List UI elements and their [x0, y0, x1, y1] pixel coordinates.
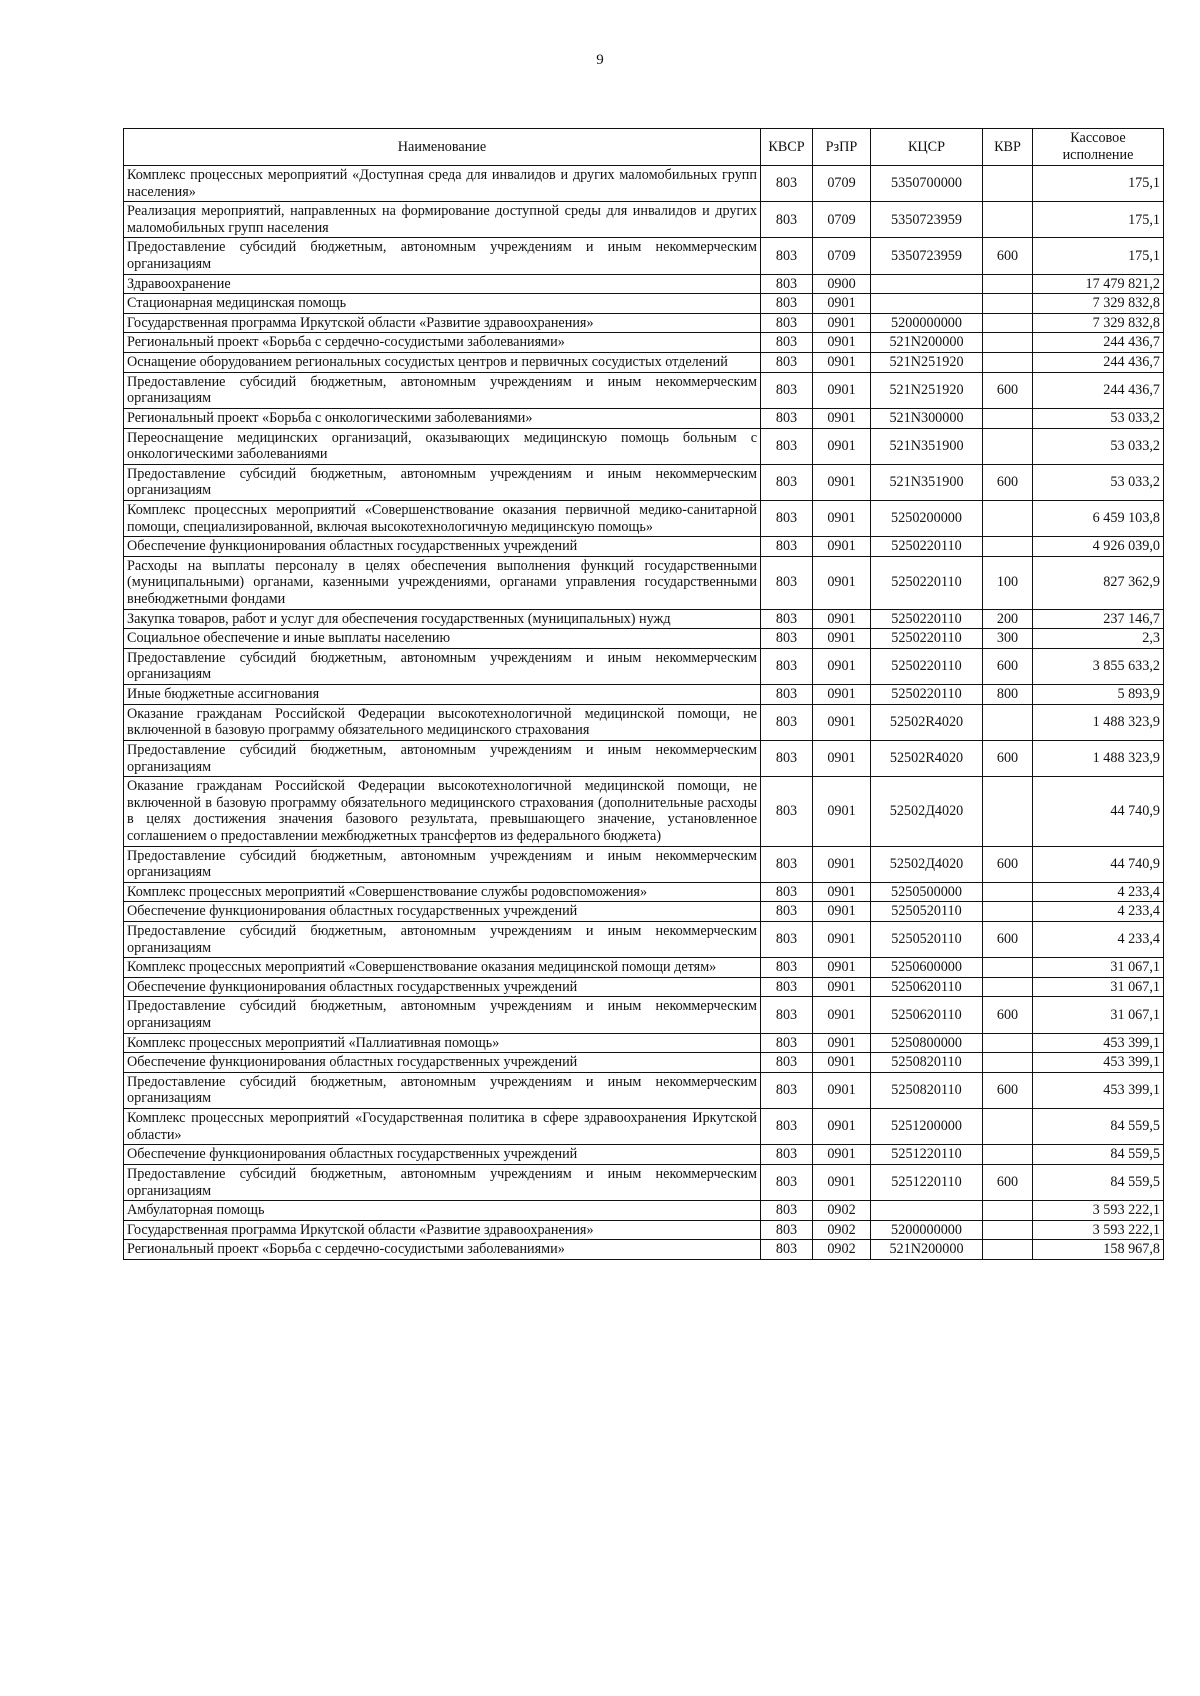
cell-amount: 53 033,2 [1033, 428, 1164, 464]
header-rzpr: РзПР [813, 129, 871, 166]
cell-rzpr: 0901 [813, 777, 871, 846]
cell-amount: 237 146,7 [1033, 609, 1164, 629]
cell-amount: 4 926 039,0 [1033, 537, 1164, 557]
cell-kcsr: 52502R4020 [871, 740, 983, 776]
cell-amount: 175,1 [1033, 202, 1164, 238]
table-row [124, 846, 1164, 882]
table-row [124, 537, 1164, 557]
cell-kvr [983, 777, 1033, 846]
cell-kvr: 200 [983, 609, 1033, 629]
cell-amount: 7 329 832,8 [1033, 313, 1164, 333]
cell-name: Обеспечение функционирования областных государственных учреждений [124, 537, 761, 557]
table-row [124, 997, 1164, 1033]
cell-kvr [983, 166, 1033, 202]
cell-name: Здравоохранение [124, 274, 761, 294]
table-row [124, 556, 1164, 609]
cell-kvr: 100 [983, 556, 1033, 609]
cell-amount: 84 559,5 [1033, 1164, 1164, 1200]
cell-kvsr: 803 [761, 777, 813, 846]
cell-kvsr: 803 [761, 846, 813, 882]
cell-kvr: 600 [983, 648, 1033, 684]
cell-rzpr: 0901 [813, 977, 871, 997]
cell-kvsr: 803 [761, 238, 813, 274]
header-amount: Кассовое исполнение [1033, 129, 1164, 166]
cell-kvsr: 803 [761, 202, 813, 238]
table-row [124, 921, 1164, 957]
cell-kvsr: 803 [761, 274, 813, 294]
cell-rzpr: 0901 [813, 740, 871, 776]
cell-kcsr: 521N200000 [871, 1240, 983, 1260]
cell-rzpr: 0901 [813, 1053, 871, 1073]
cell-kcsr: 5250520110 [871, 902, 983, 922]
cell-name: Расходы на выплаты персоналу в целях обеспечения выполнения функций государственными (муниципальными) органами, казенными учреждениями, органами управления государственными внебюджетными фондами [124, 556, 761, 609]
cell-kvr [983, 294, 1033, 314]
cell-kvsr: 803 [761, 740, 813, 776]
cell-name: Закупка товаров, работ и услуг для обеспечения государственных (муниципальных) нужд [124, 609, 761, 629]
cell-kvsr: 803 [761, 1220, 813, 1240]
cell-rzpr: 0901 [813, 408, 871, 428]
cell-kcsr: 5250220110 [871, 648, 983, 684]
cell-amount: 84 559,5 [1033, 1109, 1164, 1145]
cell-amount: 6 459 103,8 [1033, 500, 1164, 536]
cell-kvsr: 803 [761, 704, 813, 740]
cell-kvr: 600 [983, 372, 1033, 408]
cell-rzpr: 0902 [813, 1240, 871, 1260]
cell-rzpr: 0902 [813, 1201, 871, 1221]
table-row [124, 1033, 1164, 1053]
table-body [124, 166, 1164, 1260]
cell-rzpr: 0901 [813, 353, 871, 373]
cell-kvsr: 803 [761, 882, 813, 902]
cell-kcsr: 5250800000 [871, 1033, 983, 1053]
cell-rzpr: 0901 [813, 685, 871, 705]
cell-rzpr: 0901 [813, 846, 871, 882]
cell-kvr [983, 1145, 1033, 1165]
cell-kcsr: 52502Д4020 [871, 846, 983, 882]
cell-name: Стационарная медицинская помощь [124, 294, 761, 314]
cell-kvr [983, 977, 1033, 997]
cell-kcsr: 5251220110 [871, 1164, 983, 1200]
cell-rzpr: 0709 [813, 166, 871, 202]
table-row [124, 333, 1164, 353]
cell-kvr [983, 704, 1033, 740]
cell-name: Переоснащение медицинских организаций, оказывающих медицинскую помощь больным с онкологическими заболеваниями [124, 428, 761, 464]
table-row [124, 609, 1164, 629]
cell-kcsr: 52502Д4020 [871, 777, 983, 846]
cell-rzpr: 0901 [813, 428, 871, 464]
cell-rzpr: 0901 [813, 294, 871, 314]
table-row [124, 464, 1164, 500]
cell-kcsr: 5250220110 [871, 629, 983, 649]
cell-name: Комплекс процессных мероприятий «Паллиативная помощь» [124, 1033, 761, 1053]
page-number: 9 [596, 52, 604, 68]
cell-kvr: 300 [983, 629, 1033, 649]
cell-amount: 44 740,9 [1033, 846, 1164, 882]
cell-kvsr: 803 [761, 294, 813, 314]
cell-name: Комплекс процессных мероприятий «Государственная политика в сфере здравоохранения Иркутской области» [124, 1109, 761, 1145]
cell-kcsr: 521N300000 [871, 408, 983, 428]
cell-amount: 244 436,7 [1033, 372, 1164, 408]
cell-kvr: 600 [983, 1164, 1033, 1200]
cell-kcsr: 521N200000 [871, 333, 983, 353]
cell-name: Предоставление субсидий бюджетным, автономным учреждениям и иным некоммерческим организациям [124, 648, 761, 684]
cell-name: Государственная программа Иркутской области «Развитие здравоохранения» [124, 1220, 761, 1240]
table-row [124, 428, 1164, 464]
cell-amount: 158 967,8 [1033, 1240, 1164, 1260]
cell-kvsr: 803 [761, 958, 813, 978]
cell-name: Предоставление субсидий бюджетным, автономным учреждениям и иным некоммерческим организациям [124, 1164, 761, 1200]
cell-kvr [983, 1201, 1033, 1221]
cell-kvsr: 803 [761, 1145, 813, 1165]
cell-kvr [983, 500, 1033, 536]
cell-kvr [983, 408, 1033, 428]
cell-rzpr: 0901 [813, 958, 871, 978]
cell-kvr [983, 1053, 1033, 1073]
table-row [124, 202, 1164, 238]
cell-kvr [983, 1033, 1033, 1053]
cell-rzpr: 0901 [813, 313, 871, 333]
cell-kcsr: 5200000000 [871, 1220, 983, 1240]
cell-amount: 17 479 821,2 [1033, 274, 1164, 294]
cell-kcsr: 521N351900 [871, 428, 983, 464]
cell-kvr: 600 [983, 921, 1033, 957]
cell-rzpr: 0901 [813, 648, 871, 684]
cell-name: Обеспечение функционирования областных государственных учреждений [124, 1145, 761, 1165]
cell-kvsr: 803 [761, 921, 813, 957]
cell-kvr [983, 537, 1033, 557]
cell-kvr: 600 [983, 1072, 1033, 1108]
cell-kvsr: 803 [761, 1201, 813, 1221]
table-row [124, 1053, 1164, 1073]
cell-kcsr: 521N351900 [871, 464, 983, 500]
cell-rzpr: 0901 [813, 921, 871, 957]
cell-kvsr: 803 [761, 629, 813, 649]
cell-amount: 453 399,1 [1033, 1072, 1164, 1108]
table-row [124, 372, 1164, 408]
cell-amount: 53 033,2 [1033, 408, 1164, 428]
cell-kvsr: 803 [761, 500, 813, 536]
cell-kcsr: 5250820110 [871, 1053, 983, 1073]
cell-name: Региональный проект «Борьба с сердечно-сосудистыми заболеваниями» [124, 333, 761, 353]
cell-kcsr: 5250220110 [871, 685, 983, 705]
cell-kvr [983, 902, 1033, 922]
table-row [124, 648, 1164, 684]
cell-amount: 175,1 [1033, 166, 1164, 202]
table-row [124, 1109, 1164, 1145]
cell-rzpr: 0900 [813, 274, 871, 294]
cell-kvsr: 803 [761, 1240, 813, 1260]
cell-name: Предоставление субсидий бюджетным, автономным учреждениям и иным некоммерческим организациям [124, 997, 761, 1033]
cell-amount: 175,1 [1033, 238, 1164, 274]
cell-name: Комплекс процессных мероприятий «Доступная среда для инвалидов и других маломобильных групп населения» [124, 166, 761, 202]
cell-amount: 1 488 323,9 [1033, 740, 1164, 776]
table-row [124, 1240, 1164, 1260]
table-row [124, 238, 1164, 274]
table-row [124, 313, 1164, 333]
cell-rzpr: 0901 [813, 1033, 871, 1053]
cell-name: Оказание гражданам Российской Федерации высокотехнологичной медицинской помощи, не включенной в базовую программу обязательного медицинского страхования [124, 704, 761, 740]
cell-kcsr: 5250200000 [871, 500, 983, 536]
table-row [124, 704, 1164, 740]
cell-kvr [983, 882, 1033, 902]
table-row [124, 166, 1164, 202]
cell-kvsr: 803 [761, 353, 813, 373]
cell-kvsr: 803 [761, 166, 813, 202]
cell-amount: 3 593 222,1 [1033, 1201, 1164, 1221]
header-kvsr: КВСР [761, 129, 813, 166]
cell-amount: 2,3 [1033, 629, 1164, 649]
cell-kvsr: 803 [761, 464, 813, 500]
cell-kvsr: 803 [761, 333, 813, 353]
table-row [124, 408, 1164, 428]
table-row [124, 1201, 1164, 1221]
cell-kvsr: 803 [761, 372, 813, 408]
cell-name: Предоставление субсидий бюджетным, автономным учреждениям и иным некоммерческим организациям [124, 238, 761, 274]
cell-kcsr: 5251200000 [871, 1109, 983, 1145]
cell-name: Предоставление субсидий бюджетным, автономным учреждениям и иным некоммерческим организациям [124, 372, 761, 408]
cell-kvsr: 803 [761, 609, 813, 629]
cell-name: Обеспечение функционирования областных государственных учреждений [124, 1053, 761, 1073]
cell-kcsr: 5251220110 [871, 1145, 983, 1165]
table-row [124, 1164, 1164, 1200]
cell-amount: 3 593 222,1 [1033, 1220, 1164, 1240]
cell-kcsr [871, 274, 983, 294]
table-row [124, 740, 1164, 776]
cell-kvsr: 803 [761, 1072, 813, 1108]
cell-kvr: 600 [983, 464, 1033, 500]
cell-kvr [983, 1109, 1033, 1145]
cell-rzpr: 0901 [813, 537, 871, 557]
cell-rzpr: 0901 [813, 372, 871, 408]
cell-rzpr: 0901 [813, 629, 871, 649]
cell-amount: 453 399,1 [1033, 1033, 1164, 1053]
cell-kcsr: 5350700000 [871, 166, 983, 202]
cell-kcsr: 5250220110 [871, 609, 983, 629]
cell-amount: 244 436,7 [1033, 353, 1164, 373]
cell-kcsr: 5250520110 [871, 921, 983, 957]
cell-kcsr: 5350723959 [871, 238, 983, 274]
cell-kvr [983, 353, 1033, 373]
cell-name: Обеспечение функционирования областных государственных учреждений [124, 902, 761, 922]
cell-kvr [983, 333, 1033, 353]
cell-kcsr: 521N251920 [871, 372, 983, 408]
cell-amount: 453 399,1 [1033, 1053, 1164, 1073]
cell-name: Иные бюджетные ассигнования [124, 685, 761, 705]
cell-kcsr: 5250620110 [871, 977, 983, 997]
cell-kcsr: 5250600000 [871, 958, 983, 978]
cell-rzpr: 0901 [813, 333, 871, 353]
table-row [124, 1220, 1164, 1240]
cell-name: Региональный проект «Борьба с сердечно-сосудистыми заболеваниями» [124, 1240, 761, 1260]
cell-kvsr: 803 [761, 902, 813, 922]
cell-kvsr: 803 [761, 556, 813, 609]
cell-kvr: 600 [983, 997, 1033, 1033]
cell-amount: 3 855 633,2 [1033, 648, 1164, 684]
cell-kvr [983, 428, 1033, 464]
cell-amount: 244 436,7 [1033, 333, 1164, 353]
cell-name: Предоставление субсидий бюджетным, автономным учреждениям и иным некоммерческим организациям [124, 1072, 761, 1108]
cell-amount: 1 488 323,9 [1033, 704, 1164, 740]
cell-amount: 84 559,5 [1033, 1145, 1164, 1165]
table-row [124, 629, 1164, 649]
cell-kcsr: 5250220110 [871, 556, 983, 609]
cell-kvr [983, 202, 1033, 238]
cell-rzpr: 0901 [813, 1072, 871, 1108]
cell-name: Реализация мероприятий, направленных на формирование доступной среды для инвалидов и других маломобильных групп населения [124, 202, 761, 238]
cell-amount: 44 740,9 [1033, 777, 1164, 846]
cell-rzpr: 0901 [813, 1164, 871, 1200]
cell-kvsr: 803 [761, 997, 813, 1033]
cell-kvr: 600 [983, 740, 1033, 776]
table-row [124, 902, 1164, 922]
cell-kcsr: 5350723959 [871, 202, 983, 238]
cell-rzpr: 0901 [813, 556, 871, 609]
cell-name: Социальное обеспечение и иные выплаты населению [124, 629, 761, 649]
cell-name: Оснащение оборудованием региональных сосудистых центров и первичных сосудистых отделений [124, 353, 761, 373]
cell-kvsr: 803 [761, 1109, 813, 1145]
cell-kcsr [871, 294, 983, 314]
cell-rzpr: 0901 [813, 902, 871, 922]
cell-kvr [983, 313, 1033, 333]
table-row [124, 500, 1164, 536]
cell-kvsr: 803 [761, 1164, 813, 1200]
cell-kvsr: 803 [761, 648, 813, 684]
cell-kvsr: 803 [761, 685, 813, 705]
cell-name: Обеспечение функционирования областных государственных учреждений [124, 977, 761, 997]
cell-amount: 4 233,4 [1033, 902, 1164, 922]
cell-kcsr: 52502R4020 [871, 704, 983, 740]
table-row [124, 958, 1164, 978]
cell-kcsr [871, 1201, 983, 1221]
cell-name: Региональный проект «Борьба с онкологическими заболеваниями» [124, 408, 761, 428]
cell-rzpr: 0902 [813, 1220, 871, 1240]
budget-execution-table [123, 128, 1164, 1260]
cell-kcsr: 521N251920 [871, 353, 983, 373]
cell-rzpr: 0709 [813, 238, 871, 274]
cell-kvsr: 803 [761, 537, 813, 557]
cell-name: Предоставление субсидий бюджетным, автономным учреждениям и иным некоммерческим организациям [124, 740, 761, 776]
cell-name: Государственная программа Иркутской области «Развитие здравоохранения» [124, 313, 761, 333]
cell-kcsr: 5250500000 [871, 882, 983, 902]
cell-rzpr: 0901 [813, 997, 871, 1033]
cell-rzpr: 0901 [813, 609, 871, 629]
cell-rzpr: 0901 [813, 1145, 871, 1165]
table-row [124, 882, 1164, 902]
cell-name: Комплекс процессных мероприятий «Совершенствование оказания первичной медико-санитарной помощи, специализированной, включая высокотехнологичную медицинскую помощь» [124, 500, 761, 536]
cell-kvsr: 803 [761, 1053, 813, 1073]
cell-name: Предоставление субсидий бюджетным, автономным учреждениям и иным некоммерческим организациям [124, 464, 761, 500]
table-row [124, 1145, 1164, 1165]
cell-rzpr: 0901 [813, 464, 871, 500]
cell-kvsr: 803 [761, 428, 813, 464]
cell-kvr [983, 1240, 1033, 1260]
cell-amount: 53 033,2 [1033, 464, 1164, 500]
cell-kvsr: 803 [761, 313, 813, 333]
cell-amount: 31 067,1 [1033, 977, 1164, 997]
cell-kvsr: 803 [761, 1033, 813, 1053]
table-row [124, 274, 1164, 294]
table-row [124, 1072, 1164, 1108]
cell-kvr [983, 958, 1033, 978]
cell-amount: 4 233,4 [1033, 882, 1164, 902]
table-row [124, 977, 1164, 997]
cell-rzpr: 0901 [813, 882, 871, 902]
cell-kvsr: 803 [761, 977, 813, 997]
table-header-row [124, 129, 1164, 166]
header-name: Наименование [124, 129, 761, 166]
header-kvr: КВР [983, 129, 1033, 166]
header-kcsr: КЦСР [871, 129, 983, 166]
cell-name: Комплекс процессных мероприятий «Совершенствование службы родовспоможения» [124, 882, 761, 902]
cell-kcsr: 5250820110 [871, 1072, 983, 1108]
cell-name: Амбулаторная помощь [124, 1201, 761, 1221]
cell-rzpr: 0709 [813, 202, 871, 238]
table-row [124, 353, 1164, 373]
cell-amount: 31 067,1 [1033, 997, 1164, 1033]
cell-kvsr: 803 [761, 408, 813, 428]
cell-kcsr: 5250620110 [871, 997, 983, 1033]
cell-name: Комплекс процессных мероприятий «Совершенствование оказания медицинской помощи детям» [124, 958, 761, 978]
cell-name: Оказание гражданам Российской Федерации высокотехнологичной медицинской помощи, не включенной в базовую программу обязательного медицинского страхования (дополнительные расходы в целях достижения значения базового результата, превышающего значение, установленное соглашением о предоставлении межбюджетных трансфертов из федерального бюджета) [124, 777, 761, 846]
cell-amount: 7 329 832,8 [1033, 294, 1164, 314]
cell-kvr [983, 1220, 1033, 1240]
cell-amount: 5 893,9 [1033, 685, 1164, 705]
cell-kvr: 600 [983, 846, 1033, 882]
cell-rzpr: 0901 [813, 500, 871, 536]
cell-amount: 827 362,9 [1033, 556, 1164, 609]
cell-kvr: 600 [983, 238, 1033, 274]
table-row [124, 685, 1164, 705]
cell-amount: 31 067,1 [1033, 958, 1164, 978]
cell-kcsr: 5250220110 [871, 537, 983, 557]
cell-kcsr: 5200000000 [871, 313, 983, 333]
cell-amount: 4 233,4 [1033, 921, 1164, 957]
cell-name: Предоставление субсидий бюджетным, автономным учреждениям и иным некоммерческим организациям [124, 846, 761, 882]
cell-name: Предоставление субсидий бюджетным, автономным учреждениям и иным некоммерческим организациям [124, 921, 761, 957]
cell-rzpr: 0901 [813, 704, 871, 740]
table-row [124, 294, 1164, 314]
table-row [124, 777, 1164, 846]
cell-kvr: 800 [983, 685, 1033, 705]
cell-kvr [983, 274, 1033, 294]
cell-rzpr: 0901 [813, 1109, 871, 1145]
